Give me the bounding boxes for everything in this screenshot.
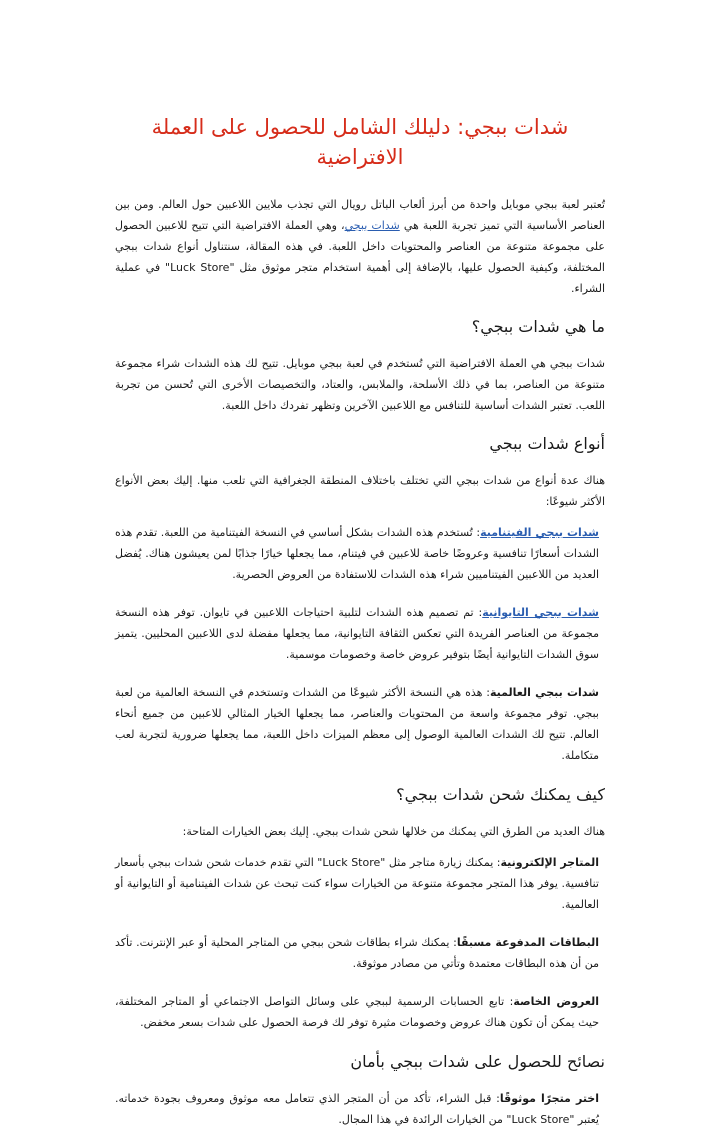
heading-what: ما هي شدات ببجي؟ — [471, 317, 605, 336]
charge-item-online-text: : يمكنك زيارة متاجر مثل "Luck Store" التي تقدم خدمات شحن شدات ببجي بأسعار تنافسية. يوفر هذا المتجر مجموعة متنوعة من الخيارات سواء كنت تبحث عن شدات الفيتنامية أو التايوانية أو العالمية. — [115, 856, 599, 911]
charge-item-online-label: المتاجر الإلكترونية — [500, 856, 599, 869]
types-item-global-label: شدات ببجي العالمية — [490, 686, 599, 699]
charge-item-offers-text: : تابع الحسابات الرسمية لببجي على وسائل التواصل الاجتماعي أو المتاجر المختلفة، حيث يمكن أن تكون هناك عروض وخصومات مثيرة توفر لك فرصة الحصول على شدات بسعر مخفض. — [115, 995, 599, 1029]
types-item-taiwan-link[interactable]: شدات ببجي التايوانية — [482, 606, 599, 619]
intro-paragraph — [115, 194, 605, 299]
intro-text-1: تُعتبر لعبة ببجي موبايل واحدة من أبرز ألعاب الباتل رويال التي تجذب ملايين اللاعبين حول العالم. ومن بين العناصر الأساسية التي تميز تجربة اللعبة هي — [115, 198, 605, 232]
heading-types: أنواع شدات ببجي — [489, 434, 605, 453]
heading-tips: نصائح للحصول على شدات ببجي بأمان — [350, 1052, 605, 1071]
charge-item-prepaid-label: البطاقات المدفوعة مسبقًا — [456, 936, 599, 949]
tips-item-store-label: اختر متجرًا موثوقًا — [499, 1092, 600, 1105]
charge-item-prepaid — [115, 932, 605, 974]
types-item-global-text: : هذه هي النسخة الأكثر شيوعًا من الشدات وتستخدم في النسخة العالمية من لعبة ببجي. توفر مجموعة واسعة من المحتويات والعناصر، مما يجعلها الخيار المثالي للاعبين من جميع أنحاء العالم. تتيح لك الشدات العالمية الوصول إلى معظم الميزات داخل اللعبة، مما يجعلها ضرورية لتجربة لعب متكاملة. — [115, 686, 599, 762]
types-item-taiwan — [115, 602, 605, 665]
heading-charge: كيف يمكنك شحن شدات ببجي؟ — [396, 785, 605, 804]
types-item-global — [115, 682, 605, 766]
types-item-taiwan-text: : تم تصميم هذه الشدات لتلبية احتياجات اللاعبين في تايوان. توفر هذه النسخة مجموعة من العناصر الفريدة التي تعكس الثقافة التايوانية، مما يجعلها مفضلة لدى اللاعبين المحليين. يتميز سوق الشدات التايوانية أيضًا بتوفير عروض خاصة وخصومات موسمية. — [115, 606, 599, 661]
charge-item-online — [115, 852, 605, 915]
types-item-vietnam — [115, 522, 605, 585]
charge-item-prepaid-text: : يمكنك شراء بطاقات شحن ببجي من المتاجر المحلية أو عبر الإنترنت. تأكد من أن هذه البطاقات معتمدة وتأتي من مصادر موثوقة. — [115, 936, 599, 970]
intro-text-2: ، وهي العملة الافتراضية التي تتيح للاعبين الحصول على مجموعة متنوعة من العناصر والمحتويات داخل اللعبة. في هذه المقالة، سنتناول أنواع شدات ببجي المختلفة، وكيفية الحصول عليها، بالإضافة إلى أهمية استخدام متجر موثوق مثل "Luck Store" في عملية الشراء. — [115, 219, 605, 295]
what-paragraph: شدات ببجي هي العملة الافتراضية التي تُستخدم في لعبة ببجي موبايل. تتيح لك هذه الشدات شراء مجموعة متنوعة من العناصر، بما في ذلك الأسلحة، والملابس، والعتاد، والتخصيصات الأخرى التي تُحسن من تجربة اللعب. تعتبر الشدات أساسية للتنافس مع اللاعبين الآخرين وتظهر تفردك داخل اللعبة. — [115, 357, 605, 412]
charge-item-offers — [115, 991, 605, 1033]
types-item-vietnam-link[interactable]: شدات ببجي الفيتنامية — [480, 526, 599, 539]
article-title: شدات ببجي: دليلك الشامل للحصول على العملة الافتراضية — [151, 115, 569, 169]
types-item-vietnam-text: : تُستخدم هذه الشدات بشكل أساسي في النسخة الفيتنامية من اللعبة. تقدم هذه الشدات أسعارًا تنافسية وعروضًا خاصة للاعبين في فيتنام، مما يجعلها خيارًا جذابًا لمن يعيشون هناك. يُفضل العديد من اللاعبين الفيتناميين شراء هذه الشدات للاستفادة من العروض الحصرية. — [115, 526, 599, 581]
types-intro: هناك عدة أنواع من شدات ببجي التي تختلف باختلاف المنطقة الجغرافية التي تلعب منها. إليك بعض الأنواع الأكثر شيوعًا: — [115, 474, 605, 508]
tips-item-store-text: : قبل الشراء، تأكد من أن المتجر الذي تتعامل معه موثوق ومعروف بجودة خدماته. يُعتبر "Luck Store" من الخيارات الرائدة في هذا المجال. — [115, 1092, 599, 1126]
tips-item-store — [115, 1088, 605, 1130]
charge-intro: هناك العديد من الطرق التي يمكنك من خلالها شحن شدات ببجي. إليك بعض الخيارات المتاحة: — [182, 825, 605, 838]
charge-item-offers-label: العروض الخاصة — [513, 995, 599, 1008]
intro-link[interactable]: شدات ببجي — [344, 219, 400, 232]
